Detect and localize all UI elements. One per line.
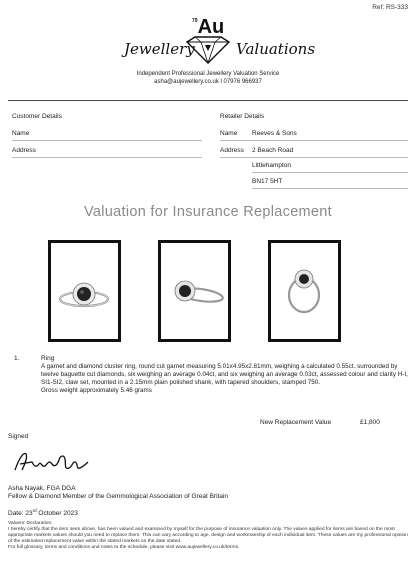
customer-name-line <box>12 140 202 141</box>
brand-tagline: Independent Professional Jewellery Valuation Service <box>136 71 280 77</box>
brand-tagline-block <box>0 70 416 86</box>
declaration-footer: For full glossary, terms and conditions and notes to the schedule, please visit www.aujewellery.co.uk/terms. <box>8 544 240 550</box>
retailer-address-line-3: BN17 5HT <box>252 178 283 185</box>
appraiser-credential: Fellow & Diamond Member of the Gemmological Association of Great Britain <box>8 493 229 500</box>
replacement-value-label: New Replacement Value <box>260 419 332 426</box>
declaration-heading: Valuers' Declaration: <box>8 521 53 526</box>
diamond-icon <box>185 36 231 64</box>
date-suffix: rd <box>32 508 37 513</box>
retailer-name-line <box>220 140 408 141</box>
retailer-heading: Retailer Details <box>220 113 265 120</box>
replacement-value-amount: £1,800 <box>360 419 380 426</box>
valuation-date <box>8 508 78 517</box>
appraiser-name: Asha Nayak, FGA DGA <box>8 485 76 492</box>
header-divider <box>8 100 408 101</box>
customer-address-label: Address <box>12 147 36 154</box>
retailer-name-label: Name <box>220 130 238 137</box>
item-name: Ring <box>41 355 55 362</box>
retailer-address-line-1: 2 Beach Road <box>252 147 294 154</box>
valuers-declaration <box>8 521 410 551</box>
retailer-address-line-2: Littlehampton <box>252 162 292 169</box>
date-month-year: October 2023 <box>38 510 78 518</box>
brand-contact: asha@aujewellery.co.uk l 07976 966937 <box>154 79 262 85</box>
document-title: Valuation for Insurance Replacement <box>83 204 332 220</box>
item-weight: Gross weight approximately 5.46 grams <box>41 387 152 394</box>
customer-heading: Customer Details <box>12 113 62 120</box>
brand-logo <box>0 18 416 68</box>
signed-label: Signed <box>8 433 29 440</box>
item-description: A garnet and diamond cluster ring, round cut garnet measuring 5.01x4.95x2.81mm, weighing a calculated 0.55ct. surrounded by twelve baguette cut diamonds, six weighing an average 0.04ct, and six weighing an average 0.03ct, assessed colour and clarity H-I, SI1-SI2, claw set, mounted in a 2.15mm plain polished shank, with tapered shoulders, stamped 750. <box>41 363 408 386</box>
ring-photo-back <box>268 240 341 342</box>
brand-right-word: Valuations <box>236 40 316 58</box>
retailer-name-value: Reeves & Sons <box>252 130 297 137</box>
ring-photo-front <box>48 240 121 342</box>
reference-number: Ref: RS-333 <box>372 4 408 11</box>
signature-image <box>12 448 92 476</box>
date-day: 23 <box>25 510 33 518</box>
item-description-block <box>41 363 411 395</box>
ring-photo-side <box>158 240 231 342</box>
customer-name-label: Name <box>12 130 30 137</box>
retailer-address-divider-2 <box>252 172 408 173</box>
item-number: 1. <box>14 355 20 362</box>
brand-mark-text: Au <box>197 16 225 38</box>
brand-left-word: Jewellery <box>124 40 195 58</box>
retailer-address-label: Address <box>220 147 244 154</box>
declaration-body: I hereby certify that the item seen above, has been valued and examined by myself for the purpose of insurance valuation only. The values applied for items are based on the most appropriate markets values should you need to replace them. This can vary according to age, design and workmanship of each individual item. These values are my professional opinion of the estimated replacement value within the stated markets on the date stated. <box>8 526 408 544</box>
retailer-address-divider-3 <box>252 188 408 189</box>
brand-mark-sup: 79 <box>192 18 198 24</box>
customer-address-line <box>12 157 202 158</box>
retailer-address-divider-1 <box>220 157 408 158</box>
date-label: Date: <box>8 510 24 518</box>
